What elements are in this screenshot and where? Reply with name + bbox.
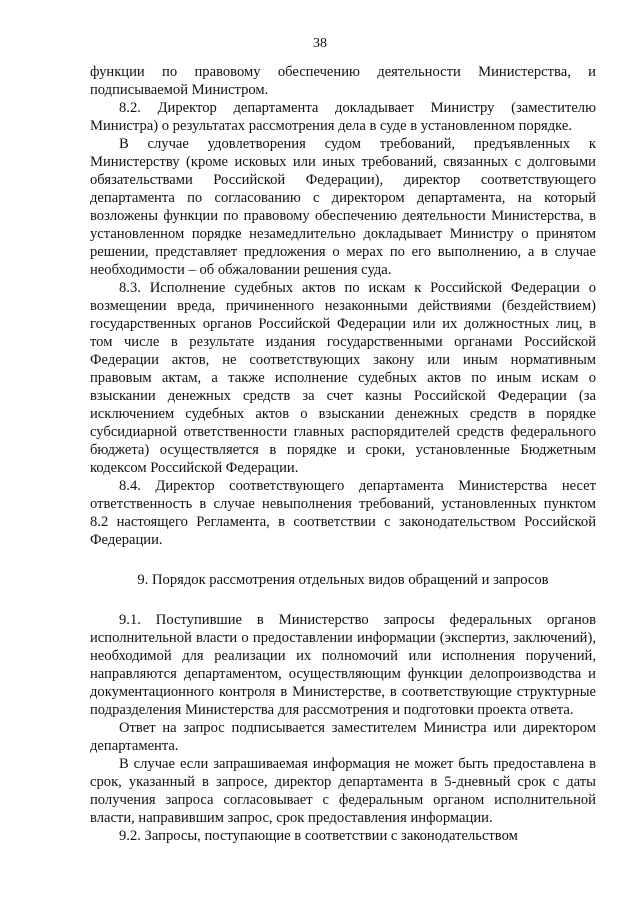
paragraph: 9.1. Поступившие в Министерство запросы федеральных органов исполнительной власти о предоставлении информации (экспертиз, заключений), необходимой для реализации их полномочий или исполнения поручений, направляются департаментом, осуществляющим функции делопроизводства и документационного контроля в Министерстве, в соответствующие структурные подразделения Министерства для рассмотрения и подготовки проекта ответа. xyxy=(90,612,596,718)
page-number: 38 xyxy=(313,36,327,51)
paragraph: Ответ на запрос подписывается заместителем Министра или директором департамента. xyxy=(90,720,596,754)
section-heading: 9. Порядок рассмотрения отдельных видов обращений и запросов xyxy=(137,572,549,588)
paragraph: 8.3. Исполнение судебных актов по искам к Российской Федерации о возмещении вреда, причиненного незаконными действиями (бездействием) государственных органов Российской Федерации или их должностных лиц, в том числе в результате издания государственными органами Российской Федерации актов, не соответствующих закону или иным нормативным правовым актам, а также исполнение судебных актов по иным искам о взыскании денежных средств за счет казны Российской Федерации (за исключением судебных актов о взыскании денежных средств в порядке субсидиарной ответственности главных распорядителей средств федерального бюджета) осуществляется в порядке и сроки, установленные Бюджетным кодексом Российской Федерации. xyxy=(90,280,596,476)
paragraph: В случае удовлетворения судом требований, предъявленных к Министерству (кроме исковых или иных требований, связанных с долговыми обязательствами Российской Федерации), директор соответствующего департамента по согласованию с директором департамента, на который возложены функции по правовому обеспечению деятельности Министерства, в установленном порядке незамедлительно докладывает Министру о принятом решении, представляет предложения о мерах по его выполнению, а в случае необходимости – об обжаловании решения суда. xyxy=(90,136,596,278)
paragraph: функции по правовому обеспечению деятельности Министерства, и подписываемой Министром. xyxy=(90,64,596,98)
paragraph: В случае если запрашиваемая информация не может быть предоставлена в срок, указанный в запросе, директор департамента в 5-дневный срок с даты получения запроса согласовывает с федеральным органом исполнительной власти, направившим запрос, срок предоставления информации. xyxy=(90,756,596,826)
paragraph: 9.2. Запросы, поступающие в соответствии с законодательством xyxy=(119,828,518,844)
paragraph: 8.2. Директор департамента докладывает Министру (заместителю Министра) о результатах рассмотрения дела в суде в установленном порядке. xyxy=(90,100,596,134)
document-body xyxy=(90,63,596,845)
paragraph: 8.4. Директор соответствующего департамента Министерства несет ответственность в случае невыполнения требований, установленных пунктом 8.2 настоящего Регламента, в соответствии с законодательством Российской Федерации. xyxy=(90,478,596,548)
